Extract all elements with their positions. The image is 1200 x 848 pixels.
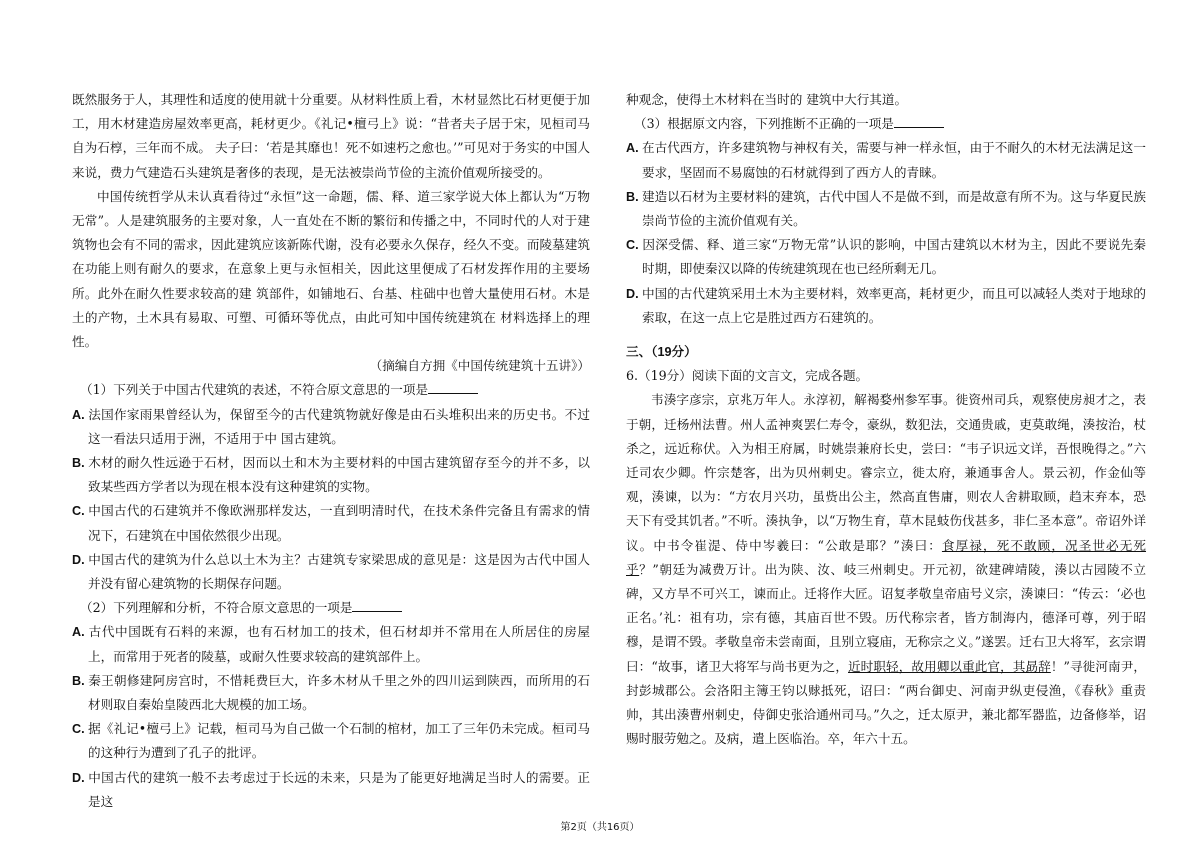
q2-option-d xyxy=(72,766,590,814)
passage-paragraph: 中国传统哲学从未认真看待过“永恒”这一命题，儒、释、道三家学说大体上都认为“万物无常”。人是建筑服务的主要对象，人一直处在不断的繁衍和传播之中，不同时代的人对于建筑物也会有不同的需求，因此建筑应该新陈代谢，没有必要永久保存，经久不变。而陵墓建筑在功能上则有耐久的要求，在意象上更与永恒相关，因此这里便成了石材发挥作用的主要场所。此外在耐久性要求较高的建 筑部件，如铺地石、台基、柱础中也曾大量使用石材。木是土的产物，土木具有易取、可塑、可循环等优点，由此可知中国传统建筑在 材料选择上的理性。 xyxy=(72,188,590,350)
underlined-sentence: 食厚禄，死不敢顾，况圣世必无死乎 xyxy=(626,537,1147,577)
question-6-stem: 6.（19分）阅读下面的文言文，完成各题。 xyxy=(626,368,869,384)
q1-option-a xyxy=(72,403,590,451)
option-letter: D. xyxy=(72,770,85,785)
q3-option-d xyxy=(626,282,1146,330)
classical-text: 韦湊字彦宗，京兆万年人。永淳初，解褐婺州参军事。徙资州司兵，观察使房昶才之，表于朝，迁杨州法曹。州人孟神爽罢仁寿令，豪纵，数犯法，交通贵戚，吏莫敢绳，湊按治，杖杀之，远近称伏。入为相王府属，时姚崇兼府长史，尝曰：“韦子识远文详，吾恨晚得之。”六迁司农少卿。忤宗楚客，出为贝州刺史。睿宗立，徙太府，兼通事舍人。景云初，作金仙等观，湊谏，以为：“方农月兴功，虽赀出公主，然高直售庸，则农人舍耕取顾，趋末弃本，恐天下有受其饥者。”不听。湊执争，以“万物生育，草木昆蚑伤伐甚多，非仁圣本意”。帝诏外详议。中书令崔湜、侍中岑羲曰：“公敢是耶？”湊曰： xyxy=(626,392,1146,553)
option-letter: A. xyxy=(72,407,85,422)
option-text: 据《礼记•檀弓上》记载，桓司马为自己做一个石制的棺材，加工了三年仍未完成。桓司马的这种行为遭到了孔子的批评。 xyxy=(88,721,590,761)
question-1-stem xyxy=(72,378,590,402)
q2-option-a xyxy=(72,620,590,668)
option-text: 中国古代的石建筑并不像欧洲那样发达，一直到明清时代，在技术条件完备且有需求的情况下，石建筑在中国依然很少出现。 xyxy=(88,503,590,543)
option-text: 中国的古代建筑采用土木为主要材料，效率更高，耗材更少，而且可以减轻人类对于地球的索取，在这一点上它是胜过西方石建筑的。 xyxy=(642,285,1146,325)
question-3-text: （3）根据原文内容，下列推断不正确的一项是 xyxy=(634,116,894,132)
q3-option-c xyxy=(626,233,1146,281)
question-2-stem xyxy=(72,596,590,620)
option-text: 建造以石材为主要材料的建筑，古代中国人不是做不到，而是故意有所不为。这与华夏民族崇尚节俭的主流价值观有关。 xyxy=(642,188,1146,229)
q2-option-b xyxy=(72,669,590,717)
classical-passage xyxy=(626,388,1146,751)
section-heading: 三、（19分） xyxy=(626,345,697,360)
option-letter: B. xyxy=(72,456,85,471)
option-text: 在古代西方，许多建筑物与神权有关，需要与神一样永恒，由于不耐久的木材无法满足这一要求，坚固而不易腐蚀的石材就得到了西方人的青睐。 xyxy=(642,140,1146,180)
q1-option-c xyxy=(72,499,590,547)
option-text: 秦王朝修建阿房宫时，不惜耗费巨大，许多木材从千里之外的四川运到陕西，而所用的石材则取自秦始皇陵西北大规模的加工场。 xyxy=(88,672,590,713)
answer-blank xyxy=(894,115,944,128)
option-letter: D. xyxy=(626,286,639,301)
option-letter: A. xyxy=(626,141,639,156)
option-letter: D. xyxy=(72,552,85,567)
q1-option-d xyxy=(72,548,590,596)
page-number: 第2页（共16页） xyxy=(560,822,640,833)
passage-paragraph: 既然服务于人，其理性和适度的使用就十分重要。从材料性质上看，木材显然比石材更便于加工，用木材建造房屋效率更高，耗材更少。《礼记•檀弓上》说：“昔者夫子居于宋，见桓司马自为石椁，三年而不成。 夫子曰：‘若是其靡也！死不如速朽之愈也。’”可见对于务实的中国人来说，费力气建造石头建筑是奢侈的表现，是无法被崇尚节俭的主流价值观所接受的。 xyxy=(72,92,590,180)
passage-continuation: 种观念，使得土木材料在当时的 建筑中大行其道。 xyxy=(626,92,908,107)
classical-text: ？”朝廷为减费万计。出为陕、汝、岐三州刺史。开元初，欲建碑靖陵，湊以古园陵不立碑，又方旱不可兴工，谏而止。迁将作大匠。诏复孝敬皇帝庙号义宗，湊谏曰：“传云：‘必也正名。’礼：祖有功，宗有德，其庙百世不毁。历代称宗者，皆方制海内，德泽可尊，列于昭穆，是谓不毁。孝敬皇帝未尝南面，且别立寝庙，无称宗之义。”遂罢。迁右卫大将军，玄宗谓曰：“故事，诸卫大将军与尚书更为之， xyxy=(626,561,1146,674)
option-letter: B. xyxy=(626,189,639,204)
option-text: 古代中国既有石料的来源，也有石材加工的技术，但石材却并不常用在人所居住的房屋上，而常用于死者的陵墓，或耐久性要求较高的建筑部件上。 xyxy=(88,624,590,664)
option-text: 因深受儒、释、道三家“万物无常”认识的影响，中国古建筑以木材为主，因此不要说先秦时期，即使秦汉以降的传统建筑现在也已经所剩无几。 xyxy=(642,237,1146,277)
answer-blank xyxy=(352,599,402,612)
option-text: 木材的耐久性远逊于石材，因而以土和木为主要材料的中国古建筑留存至今的并不多，以致某些西方学者以为现在根本没有这种建筑的实物。 xyxy=(88,455,590,495)
left-column xyxy=(72,88,590,814)
option-letter: B. xyxy=(72,673,85,688)
option-letter: C. xyxy=(72,504,85,519)
answer-blank xyxy=(428,381,478,394)
classical-text: ！”寻徙河南尹，封彭城郡公。会洛阳主簿王钧以赇抵死，诏曰：“两台御史、河南尹纵吏侵渔，《春秋》重责帅，其出湊曹州刺史，侍御史张洽通州司马。”久之，迁太原尹，兼北都军器监，边备修举，诏赐时服劳勉之。及病，遣上医临治。卒，年六十五。 xyxy=(626,658,1146,747)
option-letter: C. xyxy=(626,238,639,253)
q3-option-a xyxy=(626,136,1146,184)
option-letter: A. xyxy=(72,625,85,640)
passage-source: （摘编自方拥《中国传统建筑十五讲》） xyxy=(369,358,590,374)
q3-option-b xyxy=(626,185,1146,233)
option-text: 法国作家雨果曾经认为，保留至今的古代建筑物就好像是由石头堆积出来的历史书。不过这一看法只适用于洲，不适用于中 国古建筑。 xyxy=(88,406,590,446)
underlined-sentence: 近时职轻，故用卿以重此官，其勗辞 xyxy=(848,658,1051,674)
option-letter: C. xyxy=(72,722,85,737)
q2-option-c xyxy=(72,717,590,765)
question-1-text: （1）下列关于中国古代建筑的表述，不符合原文意思的一项是 xyxy=(80,382,429,398)
question-2-text: （2）下列理解和分析，不符合原文意思的一项是 xyxy=(80,600,353,616)
option-text: 中国古代的建筑一般不去考虑过于长远的未来，只是为了能更好地满足当时人的需要。正是这 xyxy=(88,769,590,809)
question-3-stem xyxy=(626,112,1146,136)
option-text: 中国古代的建筑为什么总以土木为主？古建筑专家梁思成的意见是：这是因为古代中国人并没有留心建筑物的长期保存问题。 xyxy=(88,551,590,592)
q1-option-b xyxy=(72,451,590,499)
right-column xyxy=(626,88,1146,751)
